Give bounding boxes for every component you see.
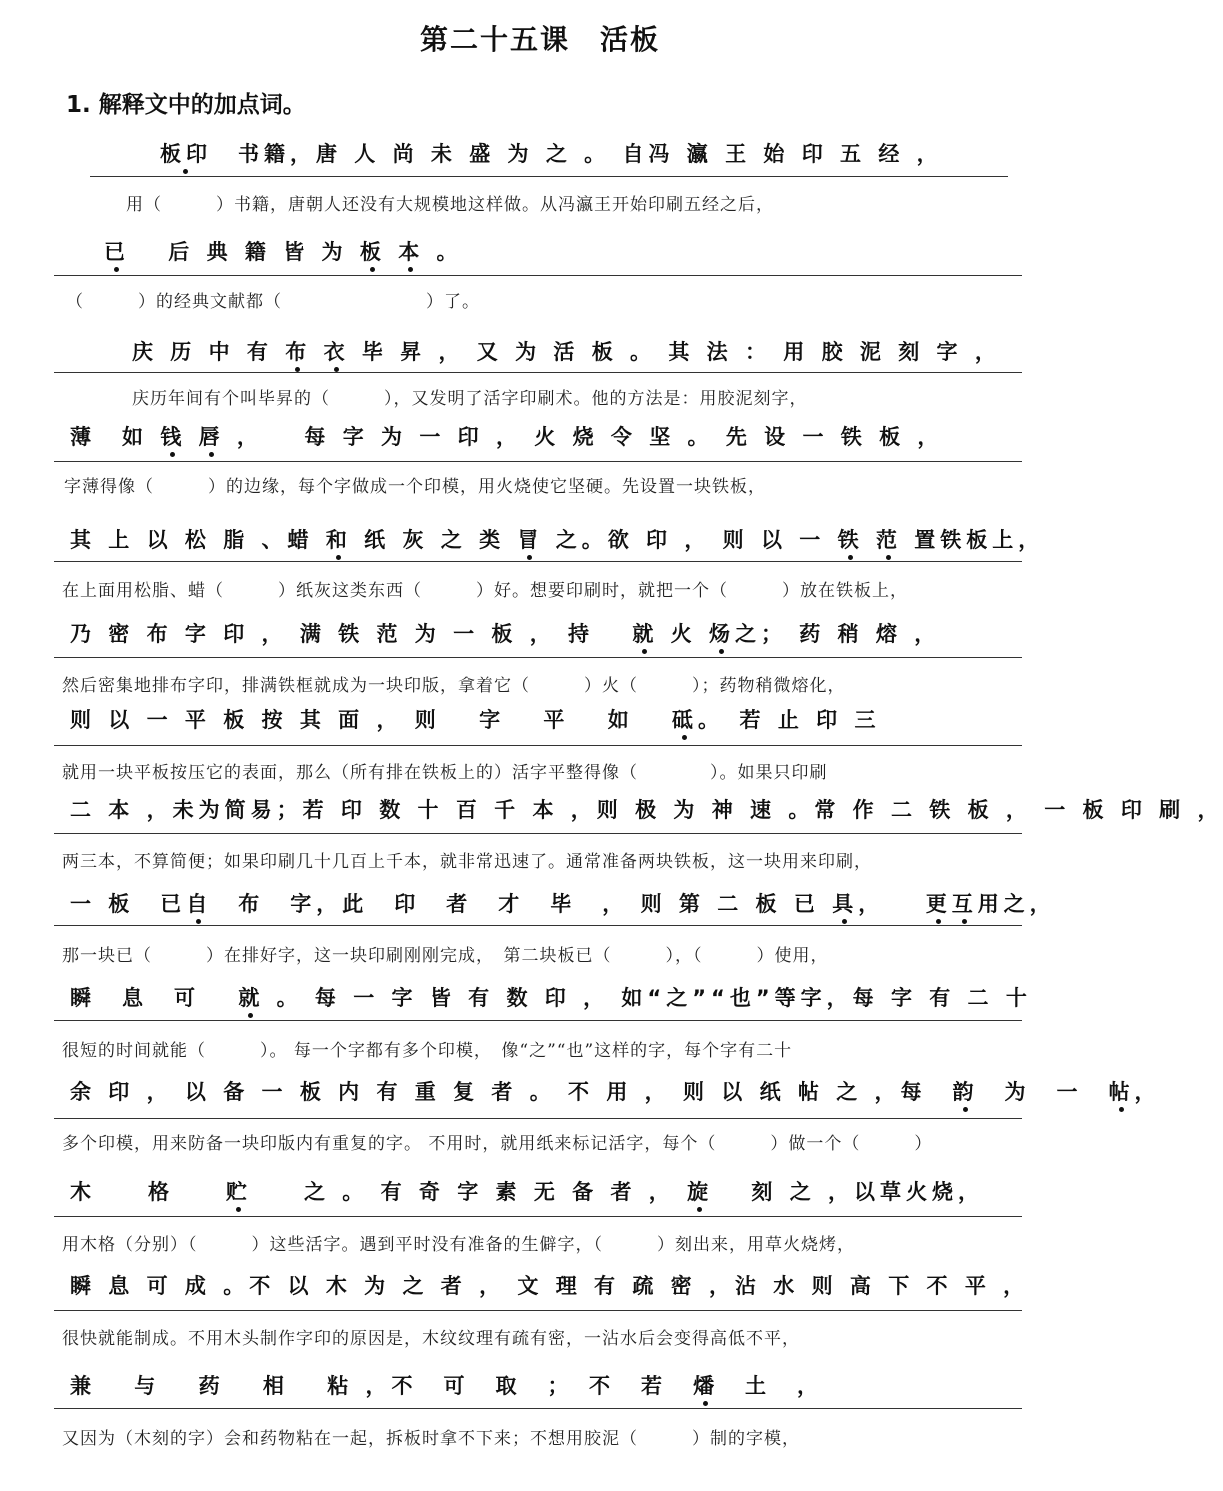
classical-text-line — [0, 336, 1080, 380]
text-segment: 。 若 止 印 三 — [698, 708, 881, 732]
text-segment: 二 本 ，未为简易；若 印 数 十 百 千 本 ，则 极 为 神 速 。常 作 二 铁 板 ， 一 板 印 刷 ， — [70, 798, 1223, 822]
text-segment: 木 格 — [70, 1180, 226, 1204]
classical-text-line — [0, 421, 1080, 465]
dotted-word: 冒 — [517, 528, 544, 552]
translation-line — [0, 190, 1080, 224]
text-segment: （ ）的经典文献都（ ）了。 — [66, 292, 480, 312]
dotted-word: 砥 — [672, 708, 699, 732]
text-segment: 后 典 籍 皆 为 — [130, 240, 360, 264]
divider — [54, 1216, 1022, 1217]
text-segment: 为 一 — [978, 1080, 1109, 1104]
question-prompt: 1. 解释文中的加点词。 — [66, 92, 306, 118]
text-segment: 一 板 已 — [70, 892, 187, 916]
text-segment — [864, 528, 876, 552]
divider — [54, 925, 1022, 926]
translation-line — [0, 1129, 1080, 1163]
text-segment: 书籍，唐 人 尚 未 盛 为 之 。 自冯 瀛 王 始 印 五 经 ， — [212, 142, 943, 166]
text-segment: 其 上 以 松 脂 、蜡 — [70, 528, 326, 552]
text-segment: 很短的时间就能（ ）。 每一个字都有多个印模， 像“之”“也”这样的字，每个字有二十 — [62, 1041, 793, 1061]
translation-line — [0, 1230, 1080, 1264]
text-segment: 瞬 息 可 成 。不 以 木 为 之 者 ， 文 理 有 疏 密 ，沾 水 则 高 下 不 平 ， — [70, 1274, 1030, 1298]
divider — [54, 1310, 1022, 1311]
classical-text-line — [0, 236, 1080, 280]
text-segment: 庆历年间有个叫毕昇的（ ），又发明了活字印刷术。他的方法是：用胶泥刻字， — [132, 389, 808, 409]
text-segment: 字薄得像（ ）的边缘，每个字做成一个印模，用火烧使它坚硬。先设置一块铁板， — [64, 477, 766, 497]
text-segment: 又因为（木刻的字）会和药物粘在一起，拆板时拿不下来；不想用胶泥（ ）制的字模， — [62, 1429, 800, 1449]
translation-line — [0, 287, 1080, 321]
dotted-word: 布 — [285, 340, 312, 364]
translation-line — [0, 576, 1080, 610]
dotted-word: 燔 — [693, 1374, 720, 1398]
text-segment: 土 ， — [719, 1374, 824, 1398]
classical-text-line — [0, 1076, 1161, 1120]
text-segment — [186, 425, 198, 449]
dotted-word: 钱 — [160, 425, 187, 449]
text-segment: 庆 历 中 有 — [132, 340, 286, 364]
translation-line — [0, 758, 1080, 792]
text-segment: 置铁板上， — [901, 528, 1045, 552]
text-segment: 薄 如 — [70, 425, 161, 449]
text-segment: 两三本，不算简便；如果印刷几十几百上千本，就非常迅速了。通常准备两块铁板，这一块用来印刷， — [62, 852, 872, 872]
text-segment: 就用一块平板按压它的表面，那么（所有排在铁板上的）活字平整得像（ ）。如果只印刷 — [62, 763, 828, 783]
text-segment: 则 以 一 平 板 按 其 面 ， 则 字 平 如 — [70, 708, 673, 732]
text-segment: 。 每 一 字 皆 有 数 印 ， 如“之”“也”等字，每 字 有 二 十 — [264, 986, 1032, 1010]
text-segment: 在上面用松脂、蜡（ ）纸灰这类东西（ ）好。想要印刷时，就把一个（ ）放在铁板上， — [62, 581, 908, 601]
dotted-word: 板 — [359, 240, 386, 264]
divider — [54, 561, 1022, 562]
text-segment: 毕 昇 ， 又 为 活 板 。 其 法 ： 用 胶 泥 刻 字 ， — [349, 340, 1001, 364]
divider — [54, 1408, 1022, 1409]
text-segment: ， — [1134, 1080, 1161, 1104]
dotted-word: 就 — [238, 986, 265, 1010]
dotted-word: 旋 — [687, 1180, 714, 1204]
text-segment: 余 印 ， 以 备 一 板 内 有 重 复 者 。 不 用 ， 则 以 纸 帖 之 ，每 — [70, 1080, 953, 1104]
text-segment: 用（ ）书籍，唐朝人还没有大规模地这样做。从冯瀛王开始印刷五经之后， — [126, 195, 774, 215]
divider — [54, 461, 1022, 462]
dotted-word: 就 — [632, 622, 659, 646]
dotted-word: 范 — [875, 528, 902, 552]
text-segment: 用木格（分别）（ ）这些活字。遇到平时没有准备的生僻字，（ ）刻出来，用草火烧烤， — [62, 1235, 855, 1255]
text-segment: 多个印模，用来防备一块印版内有重复的字。 不用时，就用纸来标记活字，每个（ ）做一个（ ） — [62, 1134, 933, 1154]
text-segment: 然后密集地排布字印，排满铁框就成为一块印版，拿着它（ ）火（ ）；药物稍微熔化， — [62, 676, 846, 696]
text-segment: 瞬 息 可 — [70, 986, 239, 1010]
dotted-word: 更 — [925, 892, 952, 916]
dotted-word: 帖 — [1108, 1080, 1135, 1104]
divider — [54, 1118, 1022, 1119]
translation-line — [0, 384, 1080, 418]
classical-text-line — [0, 618, 1080, 662]
dotted-word: 衣 — [323, 340, 350, 364]
text-segment: 刻 之 ，以草火烧， — [713, 1180, 985, 1204]
text-segment: 之； 药 稍 熔 ， — [734, 622, 941, 646]
text-segment: 那一块已（ ）在排好字，这一块印刷刚刚完成， 第二块板已（ ），（ ）使用， — [62, 946, 829, 966]
text-segment: 火 — [658, 622, 709, 646]
text-segment: 布 字，此 印 者 才 毕 ， 则 第 二 板 已 — [212, 892, 833, 916]
dotted-word: 炀 — [708, 622, 735, 646]
dotted-word: 和 — [325, 528, 352, 552]
divider — [90, 176, 1008, 177]
classical-text-line — [0, 1176, 1080, 1220]
classical-text-line — [0, 1270, 1080, 1314]
translation-line — [0, 1036, 1080, 1070]
text-segment — [311, 340, 323, 364]
divider — [54, 833, 1022, 834]
classical-text-line — [0, 704, 1080, 748]
page-title: 第二十五课 活板 — [419, 23, 660, 56]
dotted-word: 唇 — [198, 425, 225, 449]
dotted-word: 互 — [951, 892, 978, 916]
divider — [54, 372, 1022, 373]
dotted-word: 贮 — [226, 1180, 252, 1204]
divider — [54, 745, 1022, 746]
text-segment: 乃 密 布 字 印 ， 满 铁 范 为 一 板 ， 持 — [70, 622, 633, 646]
dotted-word: 已 — [104, 240, 130, 264]
dotted-word: 韵 — [952, 1080, 979, 1104]
text-segment: 用之， — [977, 892, 1056, 916]
dotted-word: 铁 — [837, 528, 864, 552]
dotted-word: 具 — [832, 892, 859, 916]
translation-line — [0, 1424, 1080, 1458]
divider — [54, 1020, 1022, 1021]
dotted-word: 本 — [398, 240, 425, 264]
text-segment: 很快就能制成。不用木头制作字印的原因是，木纹纹理有疏有密，一沾水后会变得高低不平， — [62, 1329, 800, 1349]
translation-line — [0, 671, 1080, 705]
text-segment: 。 — [424, 240, 463, 264]
text-segment — [386, 240, 398, 264]
text-segment: 之 。 有 奇 字 素 无 备 者 ， — [252, 1180, 688, 1204]
divider — [54, 275, 1022, 276]
text-segment: 纸 灰 之 类 — [351, 528, 518, 552]
dotted-word: 板印 — [160, 142, 212, 166]
text-segment: ， 每 字 为 一 印 ， 火 烧 令 坚 。 先 设 一 铁 板 ， — [224, 425, 944, 449]
translation-line — [0, 941, 1080, 975]
translation-line — [0, 1324, 1080, 1358]
classical-text-line — [0, 794, 1223, 838]
translation-line — [0, 472, 1080, 506]
text-segment: 兼 与 药 相 粘 ，不 可 取 ； 不 若 — [70, 1374, 694, 1398]
text-segment: ， — [858, 892, 926, 916]
text-segment: 之。欲 印 ， 则 以 一 — [543, 528, 838, 552]
translation-line — [0, 847, 1080, 881]
dotted-word: 自 — [186, 892, 213, 916]
divider — [54, 657, 1022, 658]
